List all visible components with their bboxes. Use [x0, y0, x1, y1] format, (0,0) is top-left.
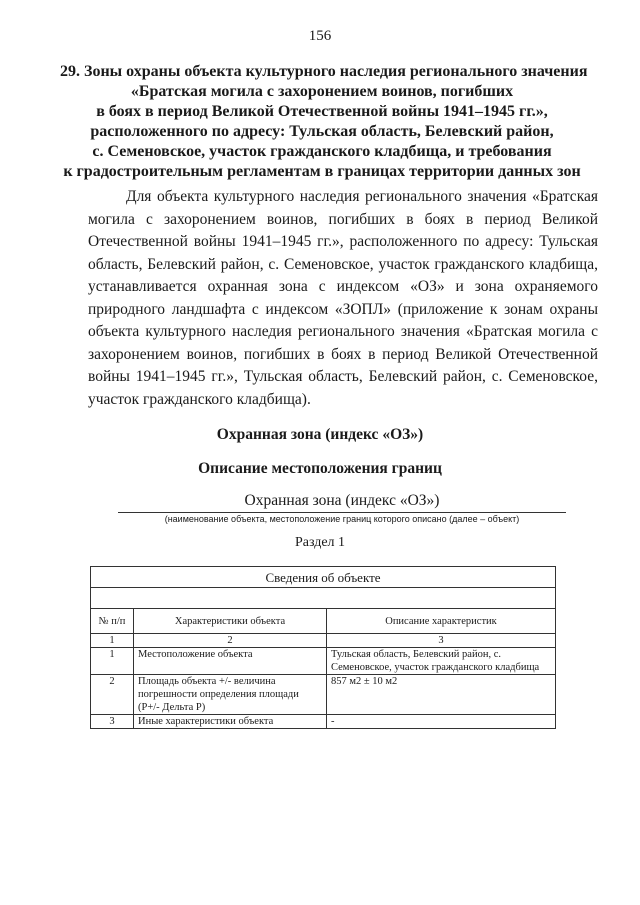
object-name-caption: (наименование объекта, местоположение границ которого описано (далее – объект)	[164, 514, 520, 524]
intro-line: захоронением воинов, погибших в боях в период Великой Отечественной	[88, 345, 598, 363]
table-title: Сведения об объекте	[91, 567, 556, 588]
table-row	[91, 648, 556, 675]
object-info-table	[90, 566, 556, 729]
table-row	[91, 715, 556, 729]
row-characteristic: Иные характеристики объекта	[134, 715, 327, 729]
borders-subheading: Описание местоположения границ	[198, 460, 442, 477]
intro-paragraph	[88, 186, 598, 411]
intro-line: участок гражданского кладбища).	[88, 390, 311, 408]
row-number: 1	[91, 648, 134, 675]
row-description: -	[327, 715, 556, 729]
row-characteristic: Площадь объекта +/- величина погрешности определения площади (Р+/- Дельта Р)	[134, 675, 327, 715]
column-number-row	[91, 634, 556, 648]
intro-line: войны 1941–1945 гг.», Тульская область, Белевский район, с. Семеновское,	[88, 368, 598, 385]
header-characteristic: Характеристики объекта	[134, 609, 327, 634]
row-characteristic: Местоположение объекта	[134, 648, 327, 675]
document-heading	[60, 62, 588, 182]
row-number: 3	[91, 715, 134, 729]
intro-line: область, Белевский район, с. Семеновское, участок гражданского кладбища,	[88, 255, 598, 273]
section-label: Раздел 1	[294, 535, 346, 550]
intro-line: устанавливается охранная зона с индексом «ОЗ» и зона охраняемого	[88, 278, 598, 295]
intro-line: объекта культурного наследия регионального значения «Братская могила с	[88, 323, 598, 340]
heading-line: в боях в период Великой Отечественной войны 1941–1945 гг.»,	[96, 103, 548, 120]
intro-line: природного ландшафта с индексом «ЗОПЛ» (приложение к зонам охраны	[88, 300, 598, 318]
heading-line: к градостроительным регламентам в границах территории данных зон	[63, 163, 581, 180]
object-name-field: Охранная зона (индекс «ОЗ»)	[118, 490, 566, 513]
intro-line: Отечественной войны 1941–1945 гг.», расположенного по адресу: Тульская	[88, 233, 598, 250]
header-description: Описание характеристик	[327, 609, 556, 634]
row-description: 857 м2 ± 10 м2	[327, 675, 556, 715]
column-number: 2	[134, 634, 327, 648]
zone-subheading: Охранная зона (индекс «ОЗ»)	[216, 426, 424, 443]
row-description: Тульская область, Белевский район, с. Семеновское, участок гражданского кладбища	[327, 648, 556, 675]
page-number: 156	[308, 28, 332, 44]
table-header-row	[91, 609, 556, 634]
header-number: № п/п	[91, 609, 134, 634]
row-number: 2	[91, 675, 134, 715]
intro-line: Для объекта культурного наследия регионального значения «Братская	[126, 188, 598, 205]
heading-line: «Братская могила с захоронением воинов, погибших	[130, 83, 514, 100]
table-row	[91, 675, 556, 715]
heading-line: 29. Зоны охраны объекта культурного наследия регионального значения	[60, 63, 588, 80]
table-blank-row	[91, 588, 556, 609]
heading-line: расположенного по адресу: Тульская область, Белевский район,	[90, 123, 554, 140]
intro-line: могила с захоронением воинов, погибших в боях в период Великой	[88, 210, 598, 228]
column-number: 3	[327, 634, 556, 648]
heading-line: с. Семеновское, участок гражданского кладбища, и требования	[92, 143, 552, 160]
column-number: 1	[91, 634, 134, 648]
